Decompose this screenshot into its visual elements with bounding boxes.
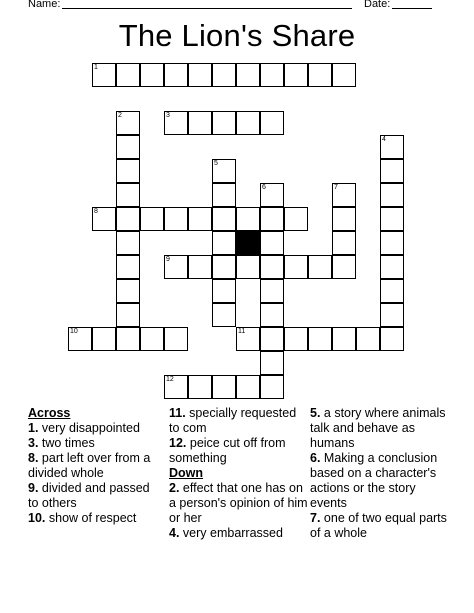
grid-cell[interactable]	[116, 303, 140, 327]
cell-number-11[interactable]	[236, 327, 260, 351]
clue-across-11: 11. specially requested to com	[169, 406, 297, 435]
clues-column-3	[310, 406, 450, 541]
grid-cell[interactable]	[116, 255, 140, 279]
grid-cell[interactable]	[332, 63, 356, 87]
grid-cell[interactable]	[116, 279, 140, 303]
clue-down-5: 5. a story where animals talk and behave as humans	[310, 406, 446, 450]
cell-number-3[interactable]	[164, 111, 188, 135]
grid-cell[interactable]	[116, 327, 140, 351]
grid-cell[interactable]	[212, 207, 236, 231]
grid-cell[interactable]	[140, 63, 164, 87]
grid-cell[interactable]	[188, 375, 212, 399]
grid-cell[interactable]	[236, 111, 260, 135]
grid-cell[interactable]	[380, 231, 404, 255]
clue-number: 9	[166, 256, 170, 263]
grid-cell[interactable]	[164, 327, 188, 351]
grid-cell[interactable]	[332, 327, 356, 351]
date-label: Date:	[364, 0, 391, 10]
grid-cell[interactable]	[260, 279, 284, 303]
grid-cell[interactable]	[260, 207, 284, 231]
grid-cell[interactable]	[188, 207, 212, 231]
grid-cell[interactable]	[164, 63, 188, 87]
grid-cell[interactable]	[260, 375, 284, 399]
clue-number: 11	[238, 328, 246, 335]
grid-cell[interactable]	[332, 207, 356, 231]
clue-down-7: 7. one of two equal parts of a whole	[310, 511, 447, 540]
clue-number: 2	[118, 112, 122, 119]
grid-cell[interactable]	[308, 255, 332, 279]
grid-cell[interactable]	[212, 111, 236, 135]
clue-number: 6	[262, 184, 266, 191]
grid-cell[interactable]	[236, 63, 260, 87]
cell-number-5[interactable]	[212, 159, 236, 183]
grid-cell[interactable]	[164, 207, 188, 231]
cell-number-12[interactable]	[164, 375, 188, 399]
grid-cell[interactable]	[236, 207, 260, 231]
grid-cell[interactable]	[212, 279, 236, 303]
grid-cell[interactable]	[212, 255, 236, 279]
clue-across-3: 3. two times	[28, 436, 95, 450]
clue-across-9: 9. divided and passed to others	[28, 481, 150, 510]
clue-across-12: 12. peice cut off from something	[169, 436, 286, 465]
grid-cell[interactable]	[260, 255, 284, 279]
grid-cell[interactable]	[212, 303, 236, 327]
across-heading: Across	[28, 406, 71, 420]
cell-number-2[interactable]	[116, 111, 140, 135]
grid-cell[interactable]	[284, 63, 308, 87]
clue-number: 1	[94, 64, 98, 71]
grid-cell[interactable]	[116, 183, 140, 207]
clues-column-1	[28, 406, 163, 526]
clues-column-2	[169, 406, 309, 541]
cell-number-4[interactable]	[380, 135, 404, 159]
grid-cell[interactable]	[212, 231, 236, 255]
cell-number-10[interactable]	[68, 327, 92, 351]
black-square	[236, 231, 260, 255]
clue-across-8: 8. part left over from a divided whole	[28, 451, 151, 480]
clue-across-10: 10. show of respect	[28, 511, 137, 525]
grid-cell[interactable]	[260, 231, 284, 255]
grid-cell[interactable]	[308, 327, 332, 351]
clue-number: 5	[214, 160, 218, 167]
clue-number: 4	[382, 136, 386, 143]
name-label: Name:	[28, 0, 61, 10]
grid-cell[interactable]	[260, 303, 284, 327]
grid-cell[interactable]	[92, 327, 116, 351]
grid-cell[interactable]	[188, 63, 212, 87]
grid-cell[interactable]	[284, 207, 308, 231]
grid-cell[interactable]	[380, 279, 404, 303]
grid-cell[interactable]	[284, 255, 308, 279]
grid-cell[interactable]	[380, 303, 404, 327]
grid-cell[interactable]	[236, 255, 260, 279]
grid-cell[interactable]	[116, 231, 140, 255]
grid-cell[interactable]	[212, 375, 236, 399]
grid-cell[interactable]	[260, 111, 284, 135]
clue-across-1: 1. very disappointed	[28, 421, 140, 435]
grid-cell[interactable]	[260, 327, 284, 351]
grid-cell[interactable]	[188, 111, 212, 135]
grid-cell[interactable]	[284, 327, 308, 351]
clue-down-6: 6. Making a conclusion based on a character's actions or the story events	[310, 451, 438, 510]
cell-number-1[interactable]	[92, 63, 116, 87]
grid-cell[interactable]	[380, 183, 404, 207]
grid-cell[interactable]	[260, 63, 284, 87]
grid-cell[interactable]	[380, 159, 404, 183]
page-title: The Lion's Share	[118, 18, 356, 53]
grid-cell[interactable]	[188, 255, 212, 279]
grid-cell[interactable]	[260, 351, 284, 375]
grid-cell[interactable]	[116, 207, 140, 231]
clue-number: 10	[70, 328, 78, 335]
clue-number: 8	[94, 208, 98, 215]
grid-cell[interactable]	[116, 135, 140, 159]
cell-number-7[interactable]	[332, 183, 356, 207]
grid-cell[interactable]	[212, 183, 236, 207]
grid-cell[interactable]	[332, 255, 356, 279]
grid-cell[interactable]	[356, 327, 380, 351]
clue-down-2: 2. effect that one has on a person's opinion of him or her	[169, 481, 308, 525]
cell-number-6[interactable]	[260, 183, 284, 207]
grid-cell[interactable]	[116, 159, 140, 183]
grid-cell[interactable]	[380, 255, 404, 279]
clue-number: 7	[334, 184, 338, 191]
grid-cell[interactable]	[380, 327, 404, 351]
grid-cell[interactable]	[116, 63, 140, 87]
grid-cell[interactable]	[212, 63, 236, 87]
grid-cell[interactable]	[332, 231, 356, 255]
grid-cell[interactable]	[140, 207, 164, 231]
grid-cell[interactable]	[380, 207, 404, 231]
cell-number-9[interactable]	[164, 255, 188, 279]
clue-number: 12	[166, 376, 174, 383]
grid-cell[interactable]	[140, 327, 164, 351]
grid-cell[interactable]	[308, 63, 332, 87]
clue-down-4: 4. very embarrassed	[169, 526, 283, 540]
cell-number-8[interactable]	[92, 207, 116, 231]
clue-number: 3	[166, 112, 170, 119]
grid-cell[interactable]	[236, 375, 260, 399]
down-heading: Down	[169, 466, 204, 480]
